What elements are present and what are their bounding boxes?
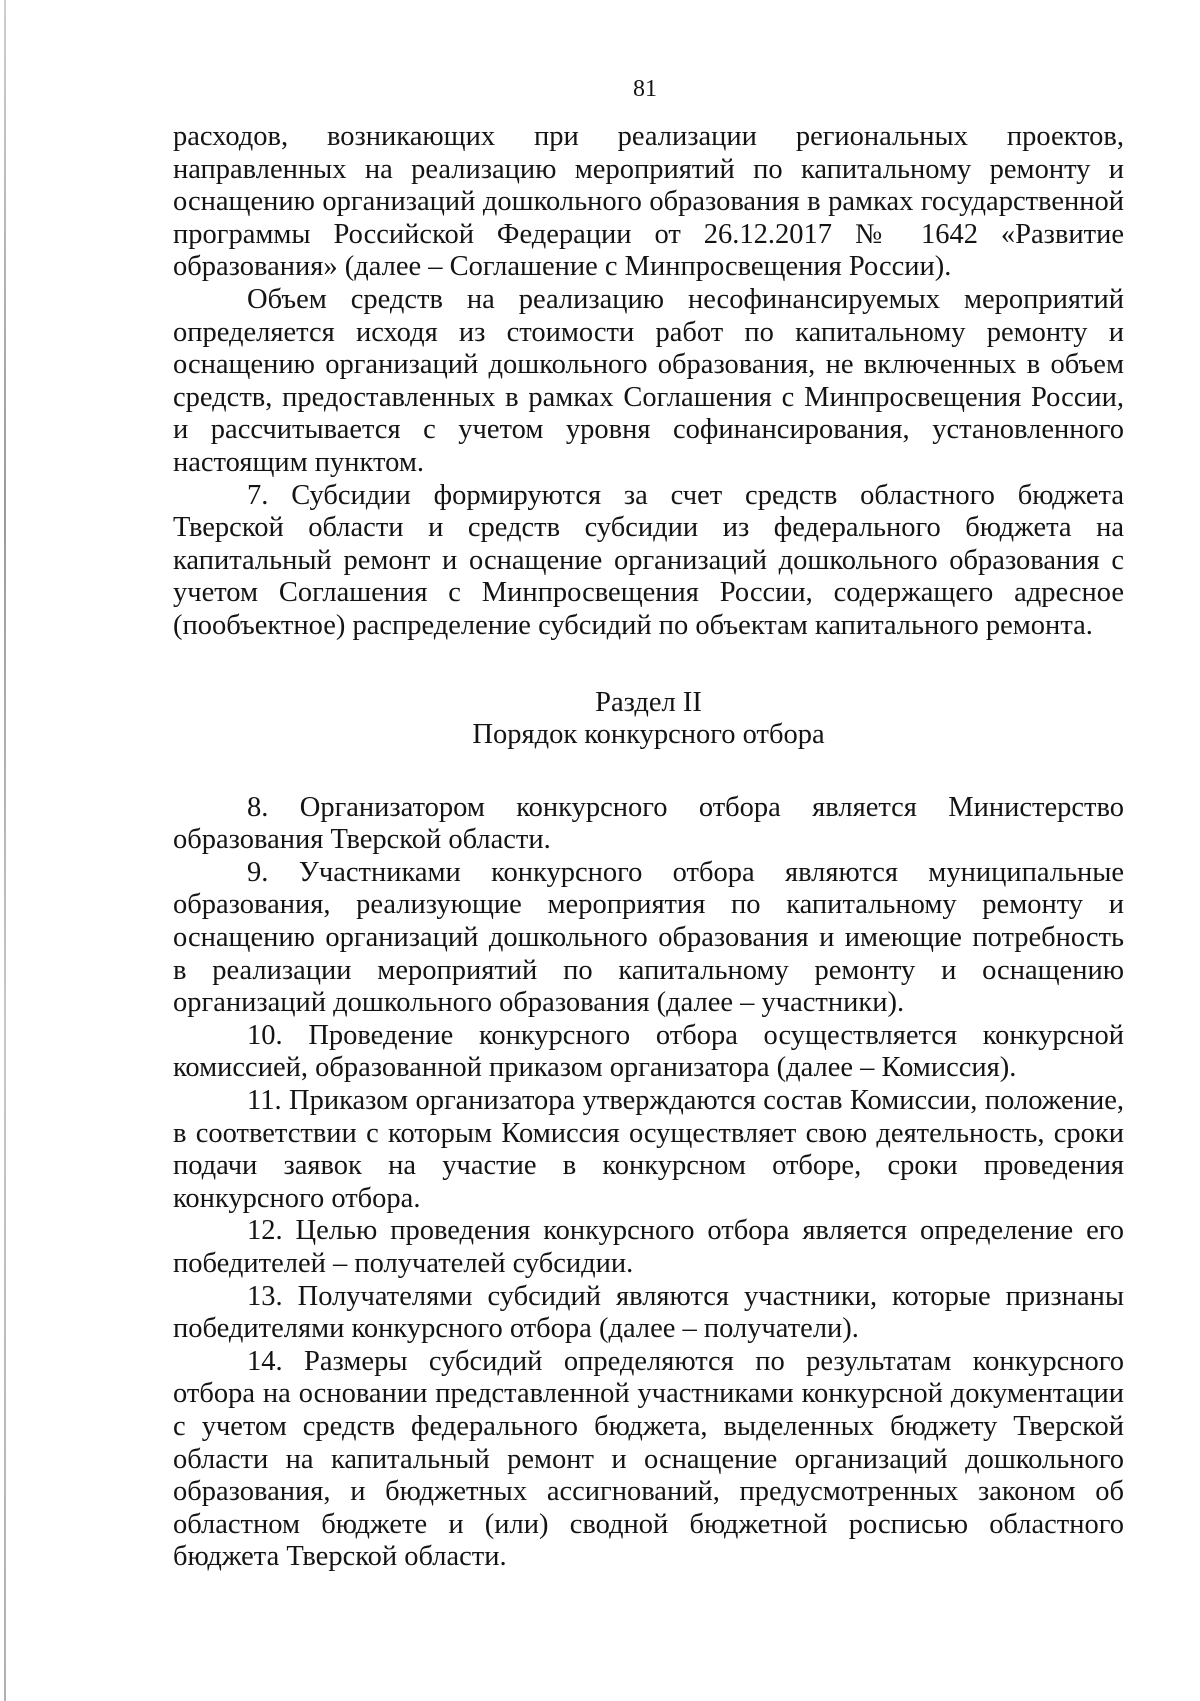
document-body: [173, 121, 1124, 1574]
paragraph-item-7: 7. Субсидии формируются за счет средств областного бюджета Тверской области и средств субсидии из федерального бюджета на капитальный ремонт и оснащение организаций дошкольного образования с учетом Соглашения с Минпросвещения России, содержащего адресное (пообъектное) распределение субсидий по объектам капитального ремонта.: [173, 479, 1124, 641]
section-title: Порядок конкурсного отбора: [472, 719, 825, 751]
paragraph-item-8: 8. Организатором конкурсного отбора является Министерство образования Тверской области.: [173, 791, 1124, 856]
paragraph-cofinancing-volume: Объем средств на реализацию несофинансируемых мероприятий определяется исходя из стоимости работ по капитальному ремонту и оснащению организаций дошкольного образования, не включенных в объем средств, предоставленных в рамках Соглашения с Минпросвещения России, и рассчитывается с учетом уровня софинансирования, установленного настоящим пунктом.: [173, 283, 1124, 478]
paragraph-item-10: 10. Проведение конкурсного отбора осуществляется конкурсной комиссией, образованной приказом организатора (далее – Комиссия).: [173, 1019, 1124, 1084]
paragraph-item-12: 12. Целью проведения конкурсного отбора является определение его победителей – получателей субсидии.: [173, 1215, 1124, 1279]
paragraph-continuation: расходов, возникающих при реализации региональных проектов, направленных на реализацию мероприятий по капитальному ремонту и оснащению организаций дошкольного образования в рамках государственной программы Российской Федерации от 26.12.2017 № 1642 «Развитие образования» (далее – Соглашение с Минпросвещения России).: [173, 121, 1124, 283]
section-number: Раздел II: [595, 686, 702, 718]
scan-page-edge: [4, 0, 6, 1701]
paragraph-item-14: 14. Размеры субсидий определяются по результатам конкурсного отбора на основании представленной участниками конкурсной документации с учетом средств федерального бюджета, выделенных бюджету Тверской области на капитальный ремонт и оснащение организаций дошкольного образования, и бюджетных ассигнований, предусмотренных законом об областном бюджете и (или) сводной бюджетной росписью областного бюджета Тверской области.: [173, 1345, 1124, 1573]
paragraph-item-13: 13. Получателями субсидий являются участники, которые признаны победителями конкурсного отбора (далее – получатели).: [173, 1280, 1124, 1345]
page-number: 81: [633, 76, 657, 102]
section-spacer-bottom: [173, 752, 1124, 792]
paragraph-item-9: 9. Участниками конкурсного отбора являются муниципальные образования, реализующие мероприятия по капитальному ремонту и оснащению организаций дошкольного образования и имеющие потребность в реализации мероприятий по капитальному ремонту и оснащению организаций дошкольного образования (далее – участники).: [173, 856, 1124, 1019]
section-spacer-top: [173, 643, 1124, 687]
paragraph-item-11: 11. Приказом организатора утверждаются состав Комиссии, положение, в соответствии с которым Комиссия осуществляет свою деятельность, сроки подачи заявок на участие в конкурсном отборе, сроки проведения конкурсного отбора.: [173, 1085, 1124, 1214]
